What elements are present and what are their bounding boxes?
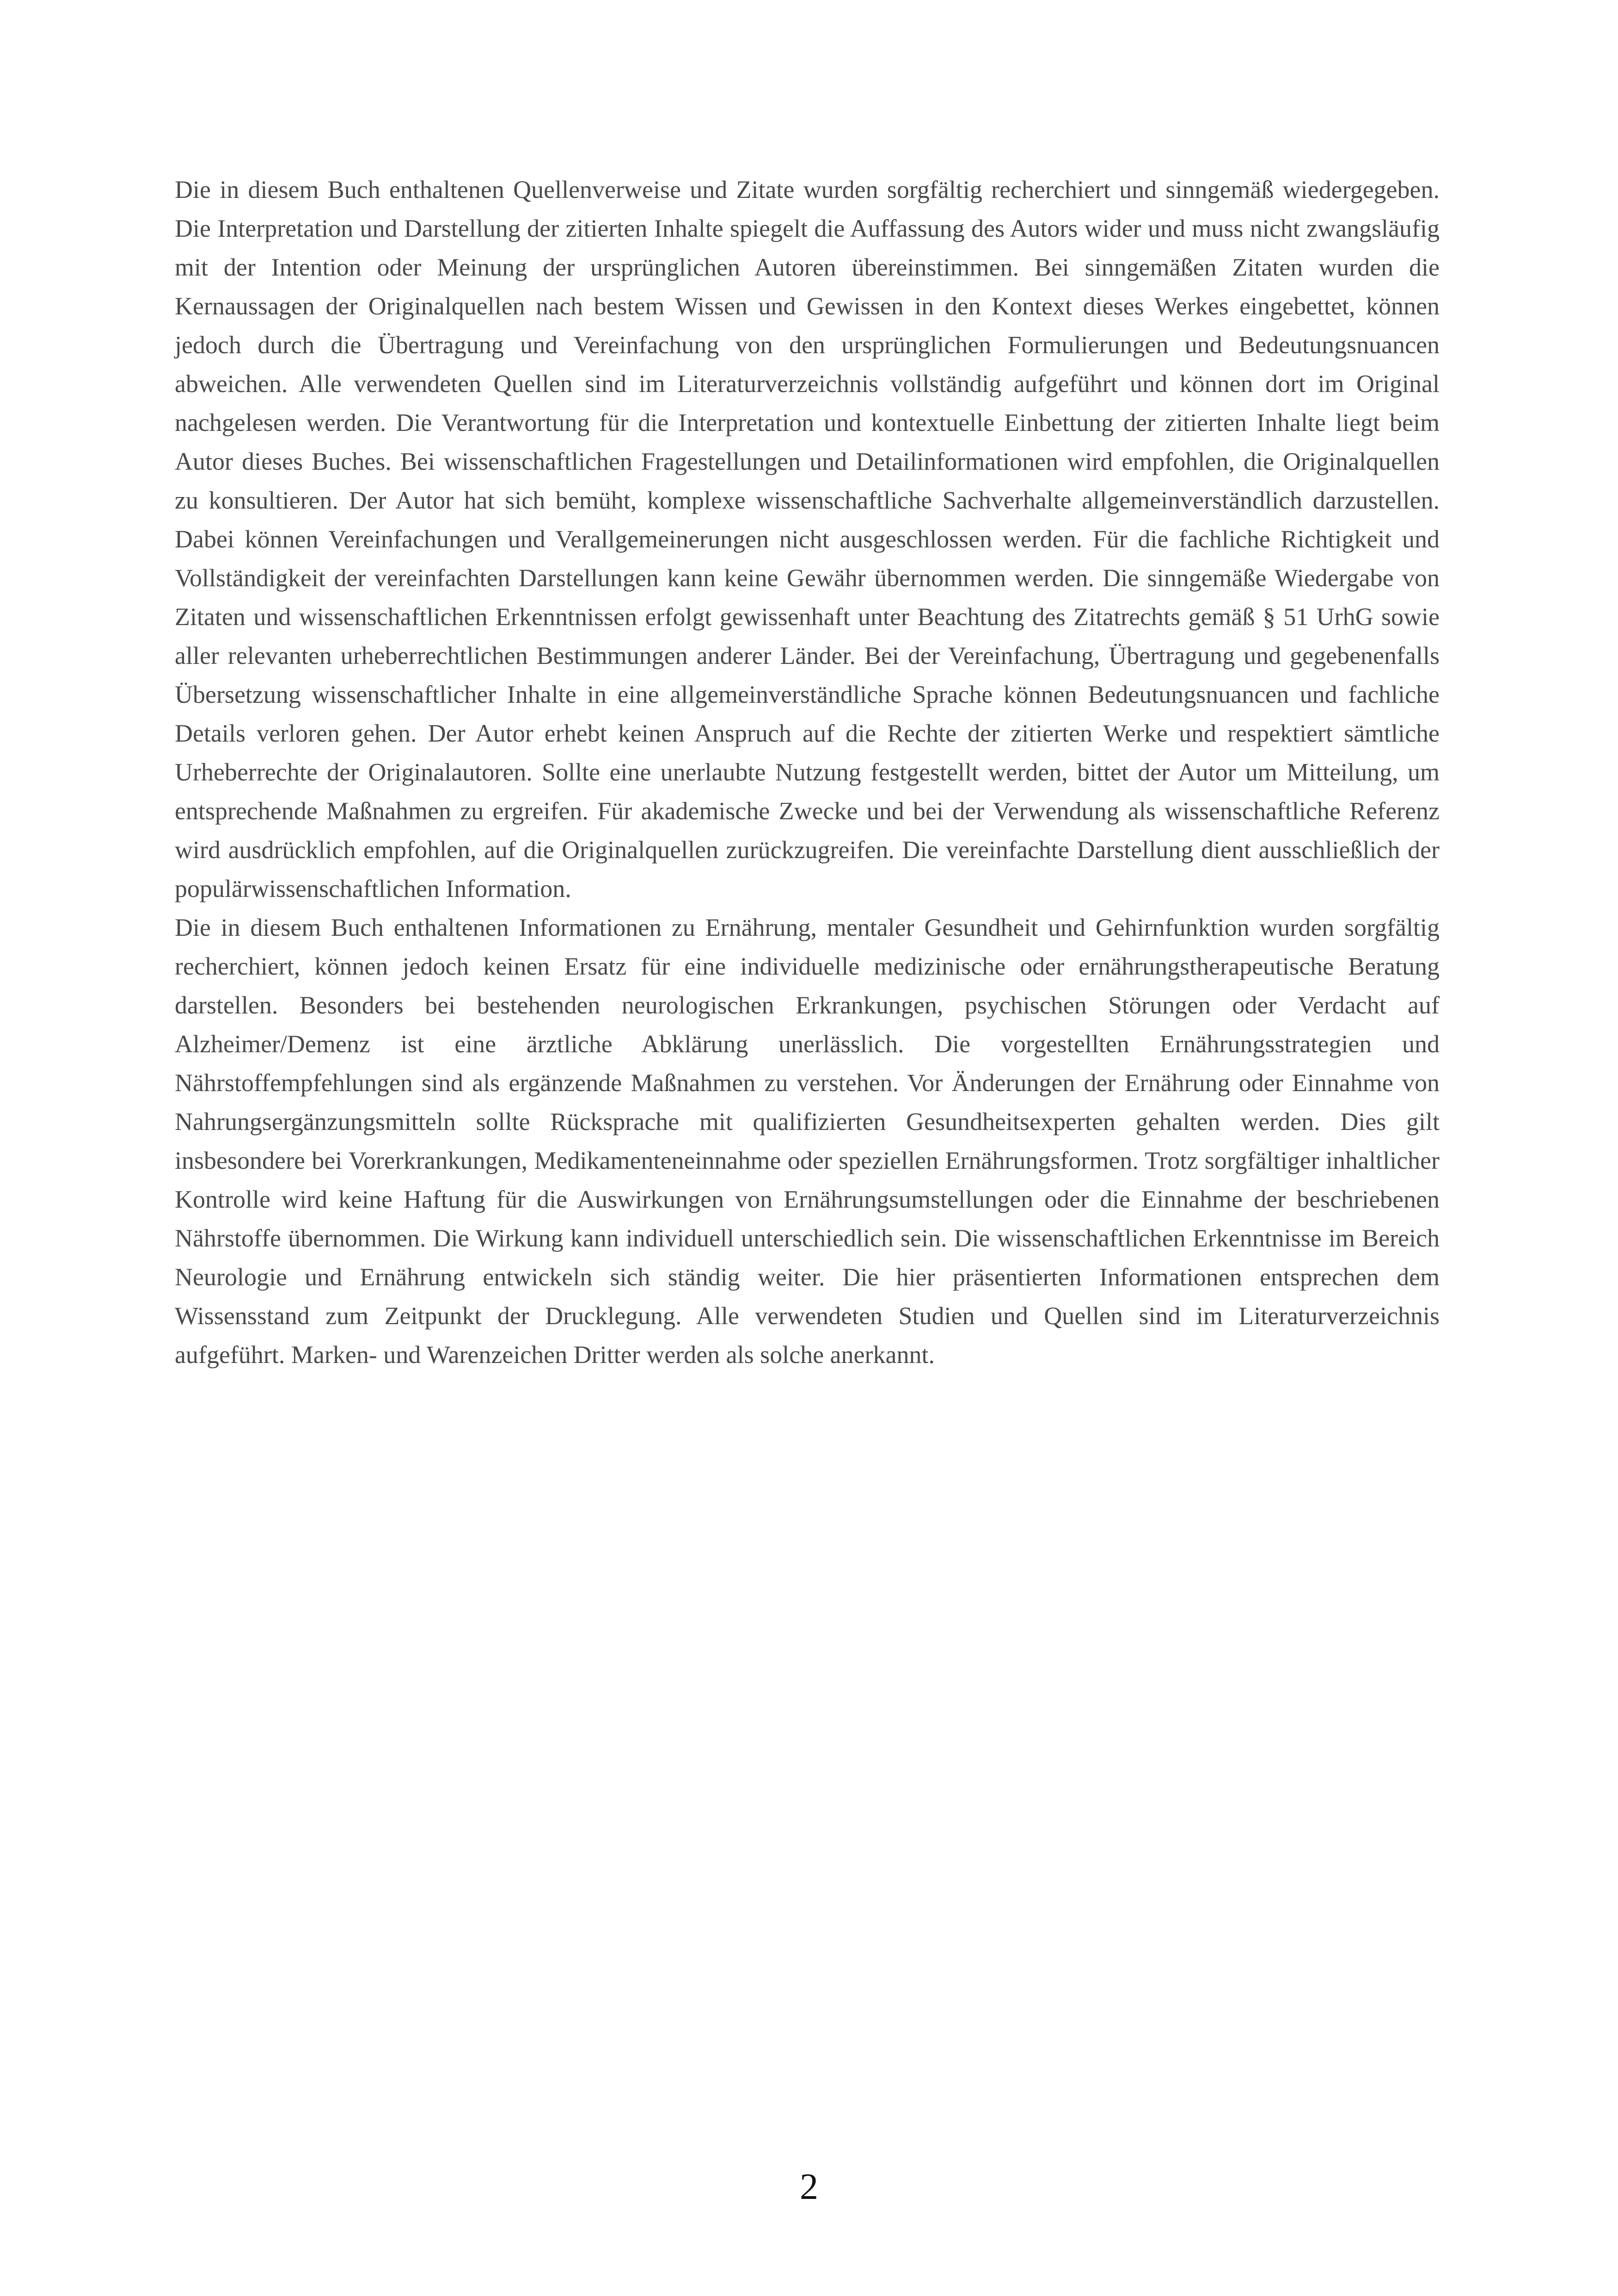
paragraph-citation-disclaimer: Die in diesem Buch enthaltenen Quellenverweise und Zitate wurden sorgfältig recherchiert und sinngemäß wiedergegeben. Die Interpretation und Darstellung der zitierten Inhalte spiegelt die Auffassung des Autors wider und muss nicht zwangsläufig mit der Intention oder Meinung der ursprünglichen Autoren übereinstimmen. Bei sinngemäßen Zitaten wurden die Kernaussagen der Originalquellen nach bestem Wissen und Gewissen in den Kontext dieses Werkes eingebettet, können jedoch durch die Übertragung und Vereinfachung von den ursprünglichen Formulierungen und Bedeutungsnuancen abweichen. Alle verwendeten Quellen sind im Literaturverzeichnis vollständig aufgeführt und können dort im Original nachgelesen werden. Die Verantwortung für die Interpretation und kontextuelle Einbettung der zitierten Inhalte liegt beim Autor dieses Buches. Bei wissenschaftlichen Fragestellungen und Detailinformationen wird empfohlen, die Originalquellen zu konsultieren. Der Autor hat sich bemüht, komplexe wissenschaftliche Sachverhalte allgemeinverständlich darzustellen. Dabei können Vereinfachungen und Verallgemeinerungen nicht ausgeschlossen werden. Für die fachliche Richtigkeit und Vollständigkeit der vereinfachten Darstellungen kann keine Gewähr übernommen werden. Die sinngemäße Wiedergabe von Zitaten und wissenschaftlichen Erkenntnissen erfolgt gewissenhaft unter Beachtung des Zitatrechts gemäß § 51 UrhG sowie aller relevanten urheberrechtlichen Bestimmungen anderer Länder. Bei der Vereinfachung, Übertragung und gegebenenfalls Übersetzung wissenschaftlicher Inhalte in eine allgemeinverständliche Sprache können Bedeutungsnuancen und fachliche Details verloren gehen. Der Autor erhebt keinen Anspruch auf die Rechte der zitierten Werke und respektiert sämtliche Urheberrechte der Originalautoren. Sollte eine unerlaubte Nutzung festgestellt werden, bittet der Autor um Mitteilung, um entsprechende Maßnahmen zu ergreifen. Für akademische Zwecke und bei der Verwendung als wissenschaftliche Referenz wird ausdrücklich empfohlen, auf die Originalquellen zurückzugreifen. Die vereinfachte Darstellung dient ausschließlich der populärwissenschaftlichen Information. [175,176,1440,902]
body-text [175,170,1440,1374]
page-number: 2 [800,2167,818,2207]
paragraph-health-disclaimer: Die in diesem Buch enthaltenen Informationen zu Ernährung, mentaler Gesundheit und Gehirnfunktion wurden sorgfältig recherchiert, können jedoch keinen Ersatz für eine individuelle medizinische oder ernährungstherapeutische Beratung darstellen. Besonders bei bestehenden neurologischen Erkrankungen, psychischen Störungen oder Verdacht auf Alzheimer/Demenz ist eine ärztliche Abklärung unerlässlich. Die vorgestellten Ernährungsstrategien und Nährstoffempfehlungen sind als ergänzende Maßnahmen zu verstehen. Vor Änderungen der Ernährung oder Einnahme von Nahrungsergänzungsmitteln sollte Rücksprache mit qualifizierten Gesundheitsexperten gehalten werden. Dies gilt insbesondere bei Vorerkrankungen, Medikamenteneinnahme oder speziellen Ernährungsformen. Trotz sorgfältiger inhaltlicher Kontrolle wird keine Haftung für die Auswirkungen von Ernährungsumstellungen oder die Einnahme der beschriebenen Nährstoffe übernommen. Die Wirkung kann individuell unterschiedlich sein. Die wissenschaftlichen Erkenntnisse im Bereich Neurologie und Ernährung entwickeln sich ständig weiter. Die hier präsentierten Informationen entsprechen dem Wissensstand zum Zeitpunkt der Drucklegung. Alle verwendeten Studien und Quellen sind im Literaturverzeichnis aufgeführt. Marken- und Warenzeichen Dritter werden als solche anerkannt. [175,914,1440,1369]
